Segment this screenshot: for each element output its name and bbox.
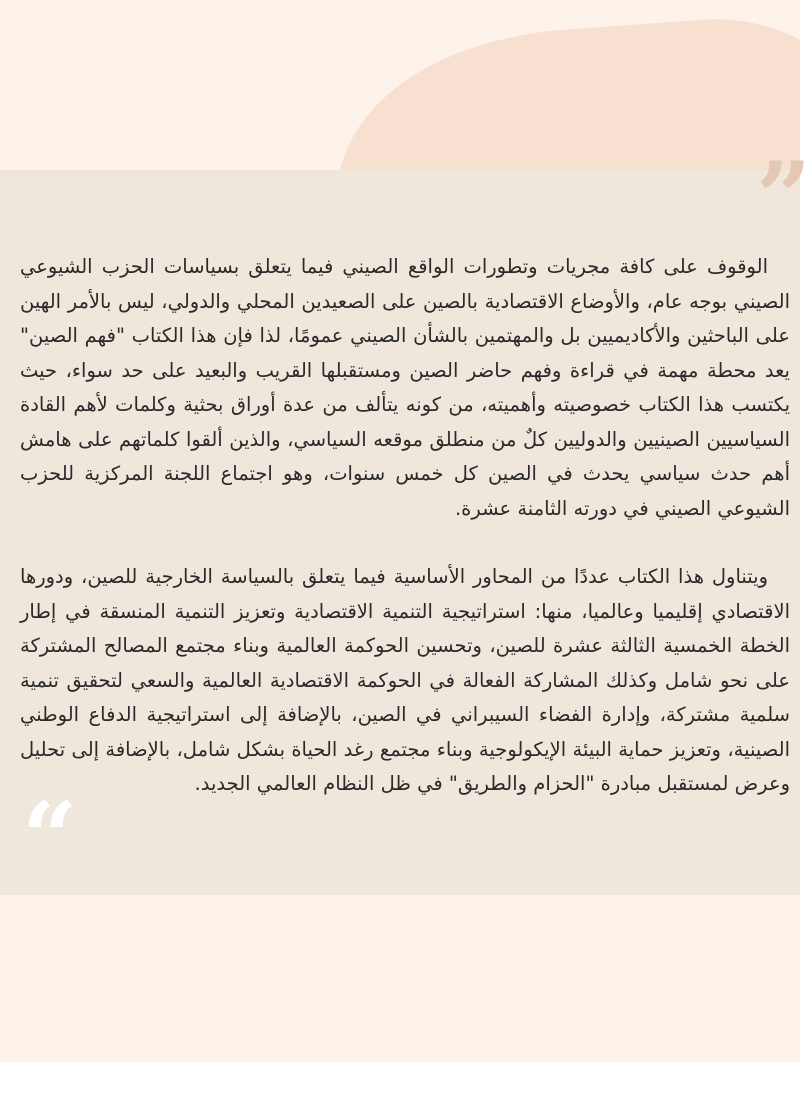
article-body xyxy=(20,250,790,802)
article-paragraph-1: الوقوف على كافة مجريات وتطورات الواقع الصيني فيما يتعلق بسياسات الحزب الشيوعي الصيني بوجه عام، والأوضاع الاقتصادية بالصين على الصعيدين المحلي والدولي، ليس بالأمر الهين على الباحثين والأكاديميين بل والمهتمين بالشأن الصيني عمومًا، لذا فإن هذا الكتاب "فهم الصين" يعد محطة مهمة في قراءة وفهم حاضر الصين ومستقبلها القريب والبعيد على حد سواء، حيث يكتسب هذا الكتاب خصوصيته وأهميته، من كونه يتألف من عدة أوراق بحثية وكلمات لأهم القادة السياسيين الصينيين والدوليين كلٌ من منطلق موقعه السياسي، والذين ألقوا كلماتهم على هامش أهم حدث سياسي يحدث في الصين كل خمس سنوات، وهو اجتماع اللجنة المركزية للحزب الشيوعي الصيني في دورته الثامنة عشرة. xyxy=(20,255,790,520)
article-paragraph-2: ويتناول هذا الكتاب عددًا من المحاور الأساسية فيما يتعلق بالسياسة الخارجية للصين، ودورها الاقتصادي إقليميا وعالميا، منها: استراتيجية التنمية الاقتصادية وتعزيز التنمية المنسقة في إطار الخطة الخمسية الثالثة عشرة للصين، وتحسين الحوكمة العالمية وبناء مجتمع المصالح المشتركة على نحو شامل وكذلك المشاركة الفعالة في الحوكمة الاقتصادية العالمية والسعي لتحقيق تنمية سلمية مشتركة، وإدارة الفضاء السيبراني في الصين، بالإضافة إلى استراتيجية الدفاع الوطني الصينية، وتعزيز حماية البيئة الإيكولوجية وبناء مجتمع رغد الحياة بشكل شامل، بالإضافة إلى تحليل وعرض لمستقبل مبادرة "الحزام والطريق" في ظل النظام العالمي الجديد. xyxy=(20,565,790,795)
quote-close-icon: “ xyxy=(22,781,78,894)
quote-open-icon: ” xyxy=(756,141,811,254)
